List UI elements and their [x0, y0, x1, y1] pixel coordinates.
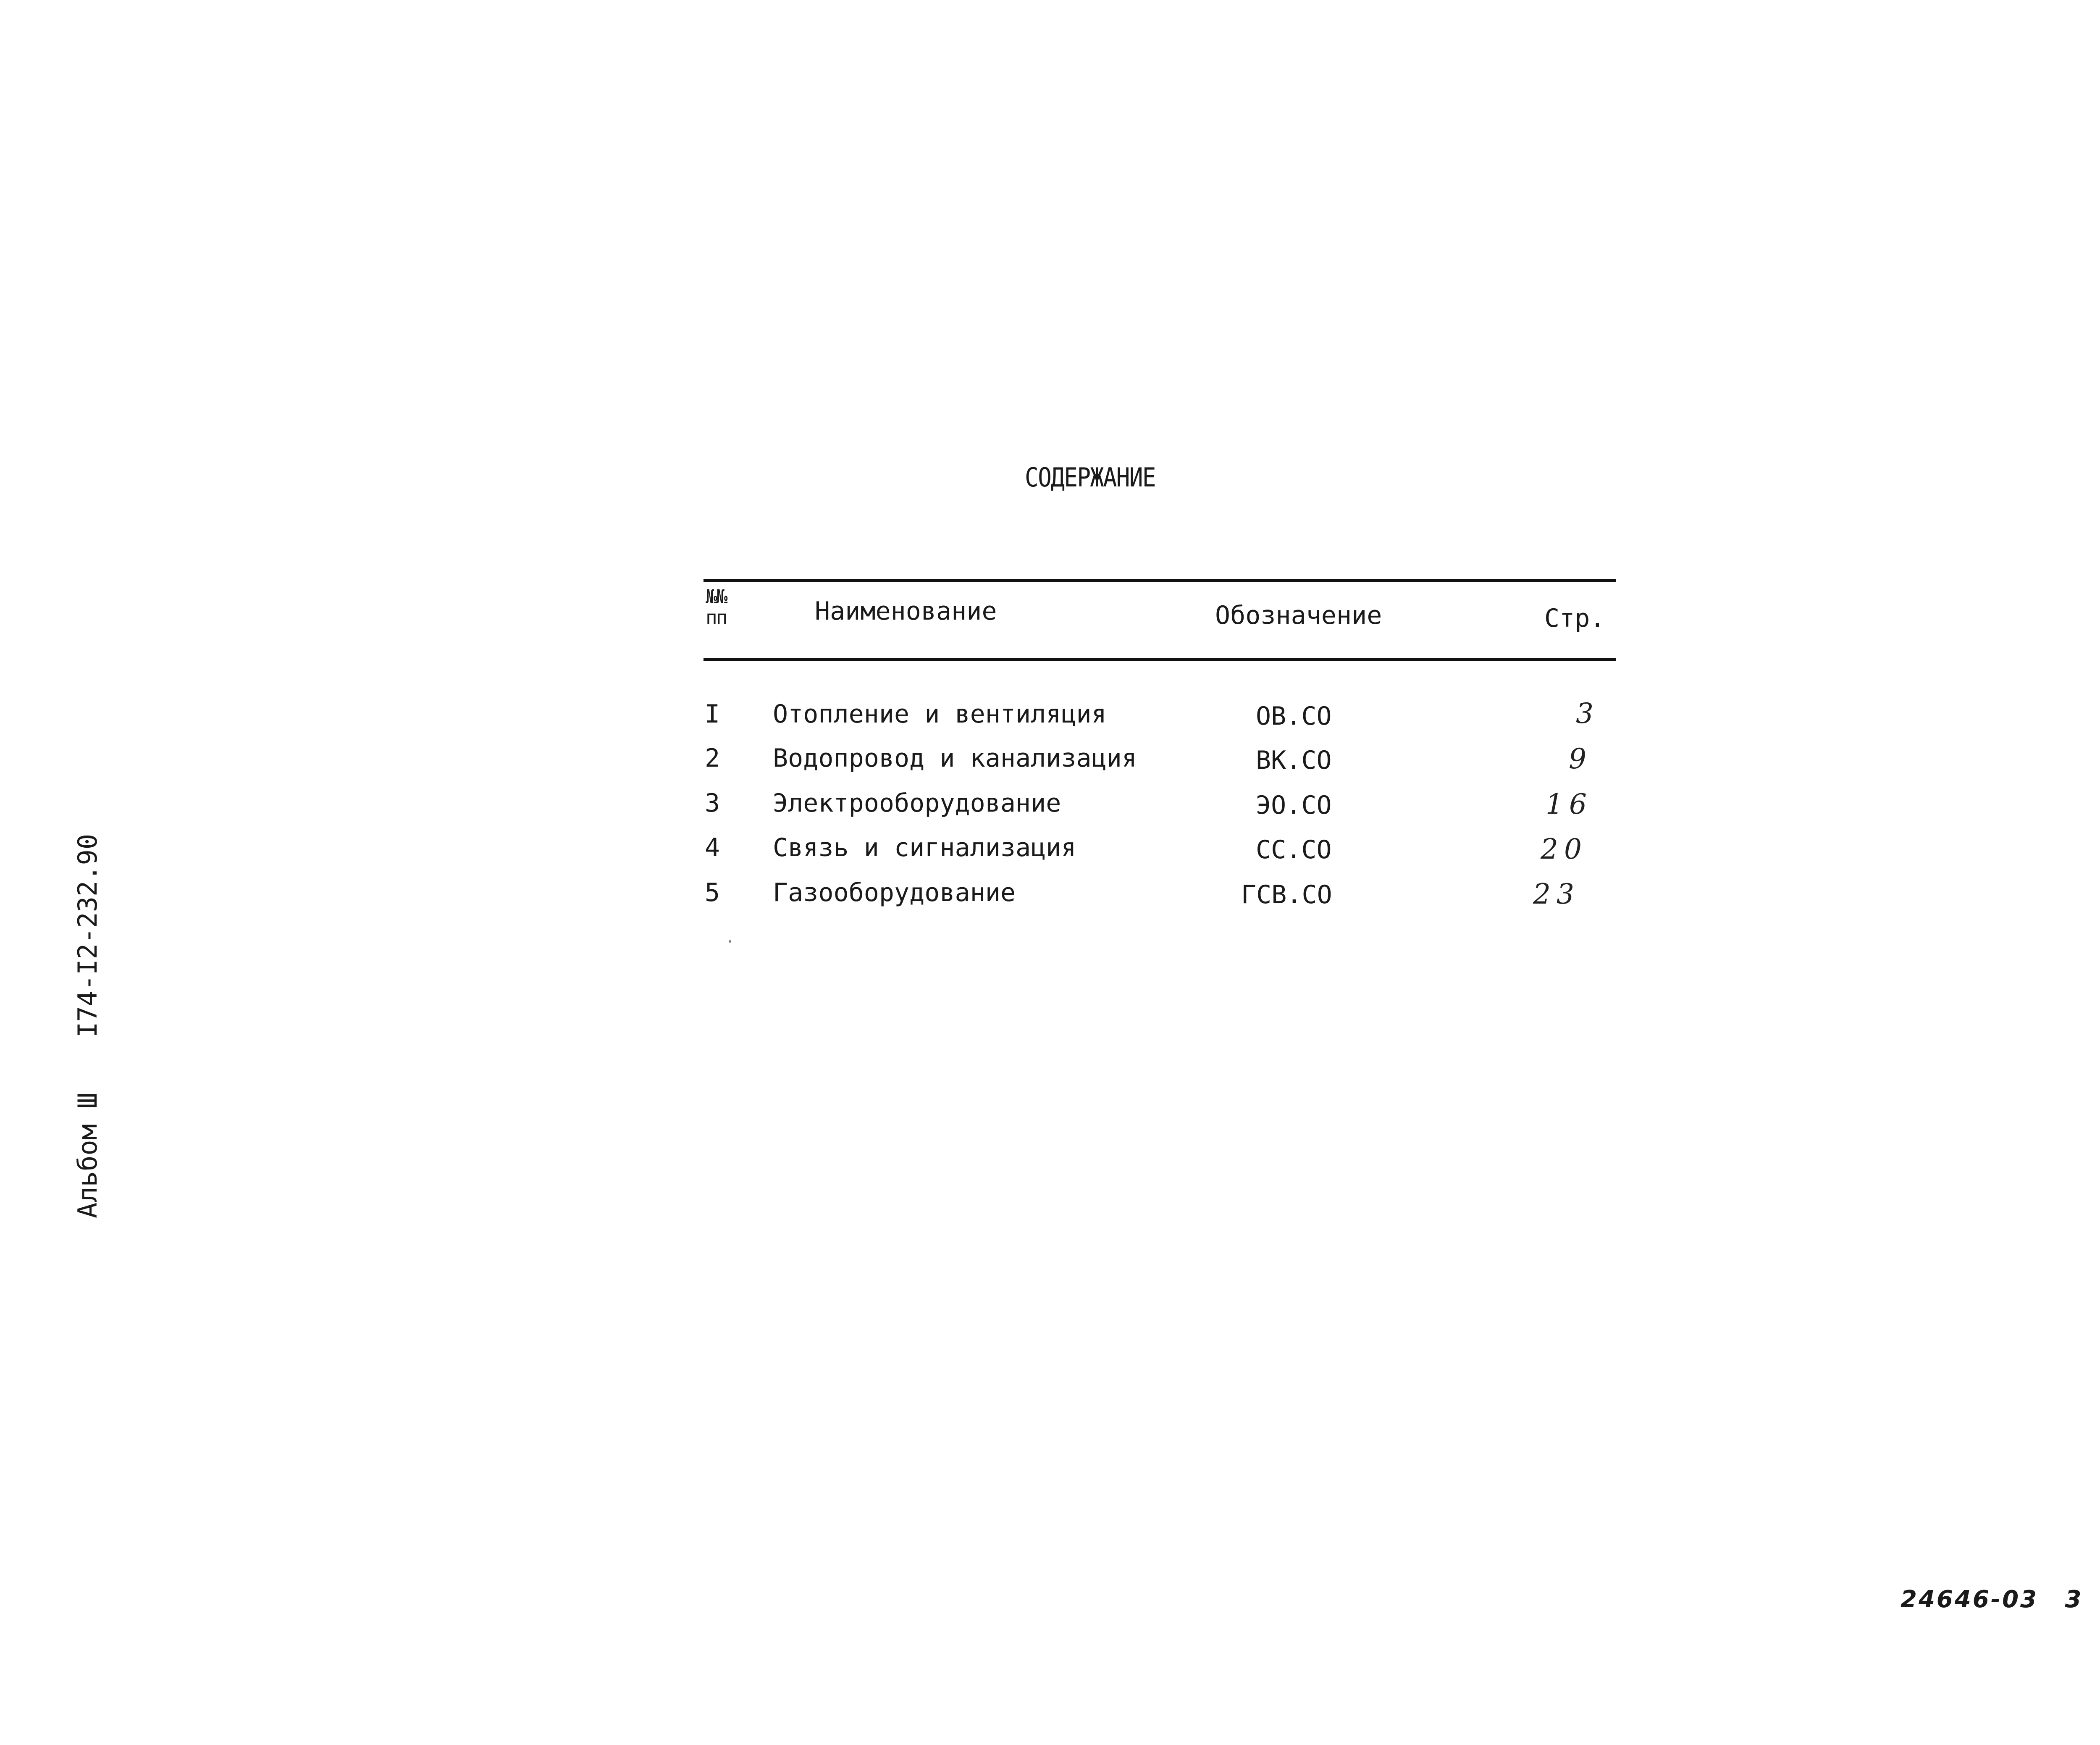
row-4-page: 20	[1541, 833, 1588, 865]
side-album-label: Альбом Ш	[72, 1093, 103, 1218]
row-5-page: 23	[1533, 878, 1580, 910]
side-series-code: I74-I2-232.90	[72, 833, 103, 1038]
footer-code	[1900, 1586, 2083, 1613]
stray-dot	[729, 940, 731, 943]
page-title: СОДЕРЖАНИЕ	[1025, 462, 1155, 493]
row-1-code: ОВ.СО	[1256, 702, 1332, 731]
row-4-num: 4	[705, 833, 720, 862]
table-top-rule	[704, 579, 1616, 582]
row-3-page: 16	[1546, 788, 1593, 820]
row-3-num: 3	[705, 788, 720, 818]
row-1-num: I	[705, 699, 720, 729]
row-5-name: Газооборудование	[773, 878, 1016, 907]
header-code: Обозначение	[1215, 601, 1382, 630]
row-3-name: Электрооборудование	[773, 788, 1061, 818]
row-2-code: ВК.СО	[1256, 746, 1332, 775]
row-5-num: 5	[705, 878, 720, 907]
footer-doc-code: 24646-03	[1900, 1586, 2038, 1613]
row-3-code: ЭО.СО	[1256, 791, 1332, 820]
row-5-code: ГСВ.СО	[1241, 880, 1332, 909]
header-name: Наименование	[815, 597, 997, 626]
row-2-num: 2	[705, 744, 720, 773]
header-page: Стр.	[1544, 604, 1605, 633]
footer-sheet: 3	[2065, 1586, 2083, 1613]
header-num: №№ пп	[706, 585, 727, 629]
row-1-page: 3	[1576, 697, 1599, 730]
row-2-page: 9	[1569, 743, 1592, 775]
row-4-code: СС.СО	[1256, 835, 1332, 865]
row-2-name: Водопровод и канализация	[773, 744, 1137, 773]
row-4-name: Связь и сигнализация	[773, 833, 1076, 862]
row-1-name: Отопление и вентиляция	[773, 699, 1107, 729]
table-header-rule	[704, 658, 1616, 661]
